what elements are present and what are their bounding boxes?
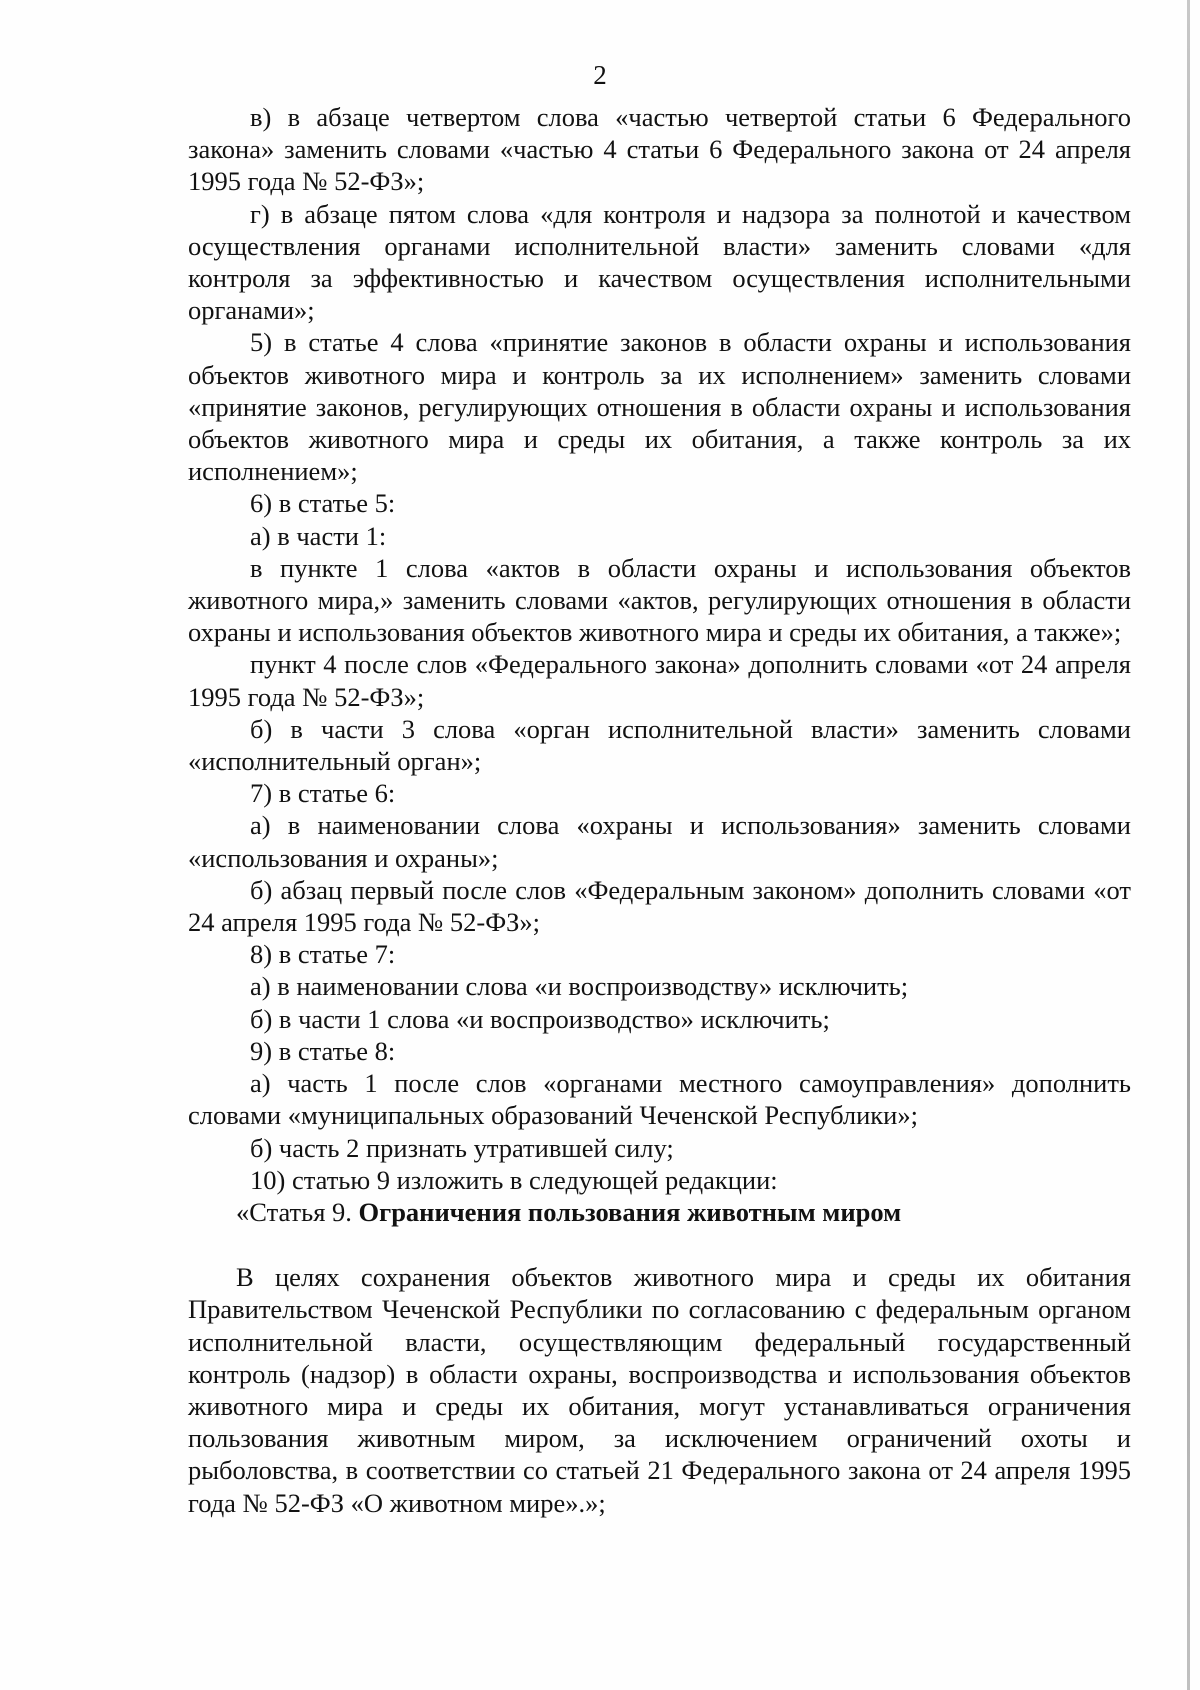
scan-edge	[1187, 0, 1190, 1690]
article-text: В целях сохранения объектов животного мира и среды их обитания Правительством Чеченской Республики по согласованию с федеральным органом исполнительной власти, осуществляющим федеральный государственный контроль (надзор) в области охраны, воспроизводства и использования объектов животного мира и среды их обитания, могут устанавливаться ограничения пользования животным миром, за исключением ограничений охоты и рыболовства, в соответствии со статьей 21 Федерального закона от 24 апреля 1995 года № 52-ФЗ «О животном мире».»;	[188, 1262, 1131, 1518]
paragraph: в) в абзаце четвертом слова «частью четвертой статьи 6 Федерального закона» заменить словами «частью 4 статьи 6 Федерального закона от 24 апреля 1995 года № 52-ФЗ»;	[188, 102, 1131, 197]
paragraph: а) в наименовании слова «и воспроизводству» исключить;	[250, 971, 909, 1002]
paragraph: б) часть 2 признать утратившей силу;	[250, 1132, 674, 1163]
paragraph: б) в части 3 слова «орган исполнительной власти» заменить словами «исполнительный орган»;	[188, 713, 1131, 777]
document-body	[188, 101, 1131, 1519]
paragraph: 7) в статье 6:	[250, 778, 396, 809]
paragraph: 9) в статье 8:	[250, 1035, 396, 1066]
paragraph: пункт 4 после слов «Федерального закона» дополнить словами «от 24 апреля 1995 года № 52-ФЗ»;	[188, 649, 1131, 712]
paragraph: 10) статью 9 изложить в следующей редакции:	[250, 1164, 778, 1195]
paragraph: г) в абзаце пятом слова «для контроля и надзора за полнотой и качеством осуществления органами исполнительной власти» заменить словами «для контроля за эффективностью и качеством осуществления исполнительными органами»;	[188, 198, 1131, 326]
paragraph: 6) в статье 5:	[250, 488, 396, 519]
article-heading	[188, 1196, 1131, 1228]
paragraph: а) в части 1:	[250, 520, 387, 551]
article-heading-title: Ограничения пользования животным миром	[358, 1196, 902, 1227]
paragraph: б) в части 1 слова «и воспроизводство» исключить;	[250, 1003, 830, 1034]
paragraph: 5) в статье 4 слова «принятие законов в области охраны и использования объектов животного мира и контроль за их исполнением» заменить словами «принятие законов, регулирующих отношения в области охраны и использования объектов животного мира и среды их обитания, а также контроль за их исполнением»;	[188, 327, 1131, 487]
article-heading-prefix: «Статья 9.	[236, 1196, 352, 1227]
paragraph: в пункте 1 слова «актов в области охраны и использования объектов животного мира,» заменить словами «актов, регулирующих отношения в области охраны и использования объектов животного мира и среды их обитания, а также»;	[188, 552, 1131, 648]
paragraph: б) абзац первый после слов «Федеральным законом» дополнить словами «от 24 апреля 1995 года № 52-ФЗ»;	[188, 874, 1131, 938]
paragraph: а) в наименовании слова «охраны и использования» заменить словами «использования и охраны»;	[188, 810, 1131, 873]
paragraph: 8) в статье 7:	[250, 939, 396, 970]
page-number: 2	[593, 60, 607, 90]
paragraph: а) часть 1 после слов «органами местного самоуправления» дополнить словами «муниципальных образований Чеченской Республики»;	[188, 1068, 1131, 1131]
